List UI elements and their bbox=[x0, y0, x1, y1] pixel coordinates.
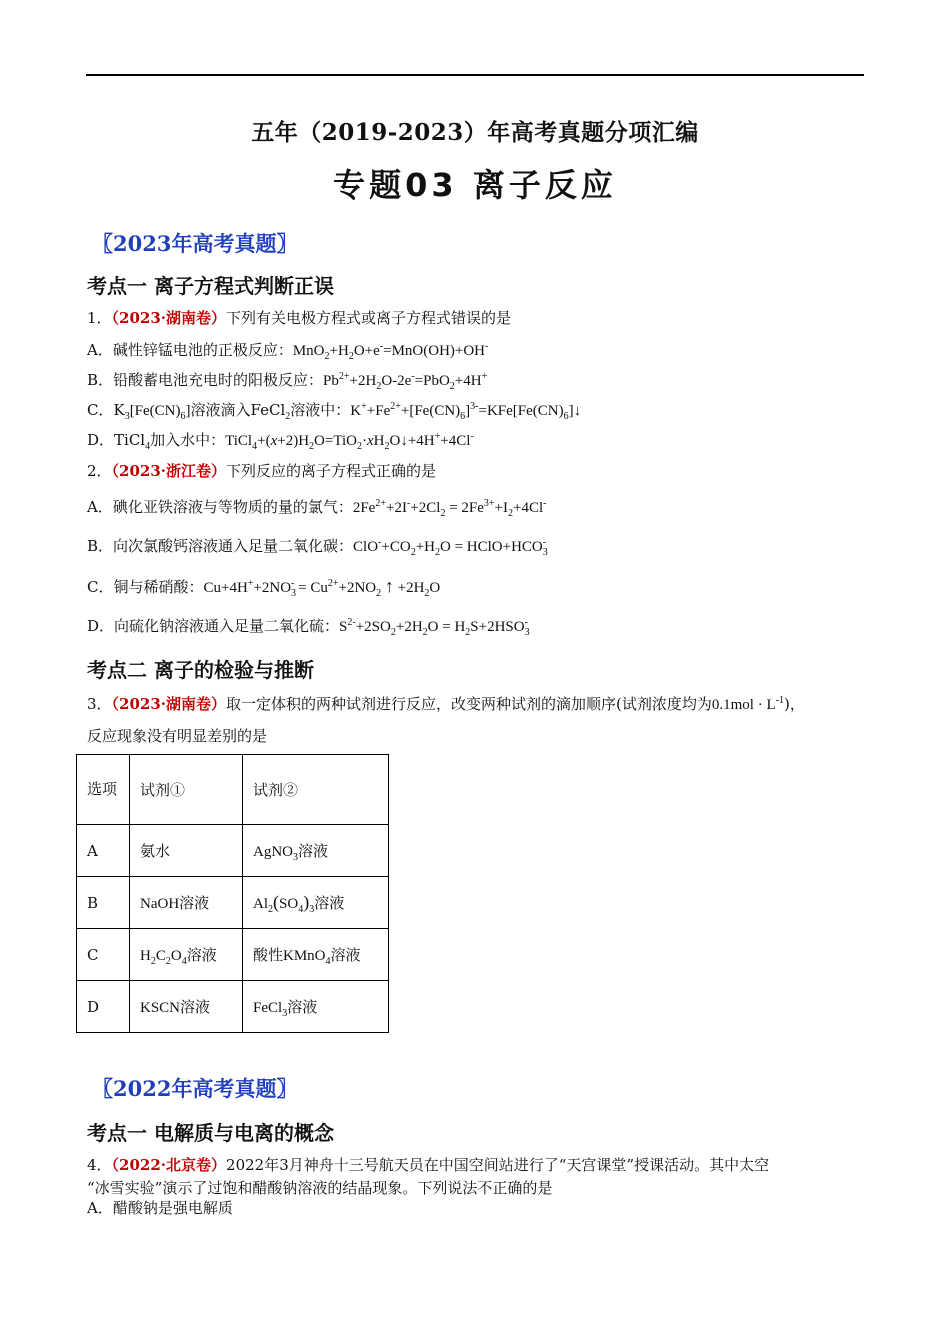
question-stem: 下列有关电极方程式或离子方程式错误的是 bbox=[226, 309, 512, 327]
option-1d: D．TiCl$_4$加入水中：$TiCl_4+(x+2)H_2O=TiO_2\cdot xH_2O↓+4H^++4Cl^-$ bbox=[87, 431, 474, 452]
table-header-option: 选项 bbox=[77, 755, 130, 825]
option-2d: D．向硫化钠溶液通入足量二氧化硫：$S^{2-}+2SO_2+2H_2O = H_2S+2HSO_3^-$ bbox=[87, 617, 530, 638]
question-3: 3．（2023·湖南卷）取一定体积的两种试剂进行反应，改变两种试剂的滴加顺序(试剂浓度均为$0.1mol \cdot L^{-1}$)， bbox=[87, 695, 805, 713]
top-rule bbox=[86, 74, 864, 76]
option-2c: C．铜与稀硝酸：$Cu+4H^++2NO_3^- = Cu^{2+}+2NO_2$ ↑ $+2H_2O$ bbox=[87, 576, 441, 599]
question-1 bbox=[87, 308, 511, 328]
table-header-reagent1: 试剂① bbox=[130, 755, 243, 825]
question-number: 1． bbox=[87, 309, 112, 327]
document-subtitle: 专题03 离子反应 bbox=[333, 166, 617, 204]
section-2022: 〖2022年高考真题〗 bbox=[92, 1076, 298, 1101]
option-1c: C．$K_3[Fe(CN)_6]$溶液滴入FeCl$_2$溶液中：$K^++Fe^{2+}+[Fe(CN)_6]^{3-}=KFe[Fe(CN)_6]↓$ bbox=[87, 401, 582, 422]
table-row: C $H_2C_2O_4$溶液 酸性KMnO$_4$溶液 bbox=[77, 929, 389, 981]
option-2a: A．碘化亚铁溶液与等物质的量的氯气：$2Fe^{2+}+2I^-+2Cl_2 = 2Fe^{3+}+I_2+4Cl^-$ bbox=[87, 498, 547, 519]
kaodian-heading: 考点一 离子方程式判断正误 bbox=[87, 274, 334, 298]
option-2b: B．向次氯酸钙溶液通入足量二氧化碳：$ClO^-+CO_2+H_2O$ = $HClO+HCO_3^-$ bbox=[87, 537, 548, 558]
table-row: D KSCN溶液 FeCl$_3$溶液 bbox=[77, 981, 389, 1033]
question-2: 2．（2023·浙江卷）下列反应的离子方程式正确的是 bbox=[87, 462, 437, 480]
option-1b: B．铅酸蓄电池充电时的阳极反应：$Pb^{2+}+2H_2O-2e^-=PbO_2+4H^+$ bbox=[87, 371, 488, 392]
kaodian-heading-2: 考点二 离子的检验与推断 bbox=[87, 658, 314, 682]
question-4: 4．（2022·北京卷）2022年3月神舟十三号航天员在中国空间站进行了“天宫课堂”授课活动。其中太空 bbox=[87, 1156, 770, 1174]
option-4a: A．醋酸钠是强电解质 bbox=[87, 1199, 233, 1217]
kaodian-heading-3: 考点一 电解质与电离的概念 bbox=[87, 1121, 334, 1145]
table-row: A 氨水 AgNO$_3$溶液 bbox=[77, 825, 389, 877]
question-3-cont: 反应现象没有明显差别的是 bbox=[87, 727, 268, 745]
table-row: B NaOH溶液 $Al_2(SO_4)_3$溶液 bbox=[77, 877, 389, 929]
question-4-cont: “冰雪实验”演示了过饱和醋酸钠溶液的结晶现象。下列说法不正确的是 bbox=[87, 1179, 553, 1197]
question-source: （2023·湖南卷） bbox=[111, 309, 227, 327]
option-1a: A．碱性锌锰电池的正极反应：$MnO_2+H_2O+e^-=MnO(OH)+OH^-$ bbox=[87, 341, 489, 362]
options-table bbox=[76, 754, 389, 1033]
table-header-reagent2: 试剂② bbox=[243, 755, 389, 825]
document-title: 五年（2019-2023）年高考真题分项汇编 bbox=[251, 119, 699, 146]
section-2023: 〖2023年高考真题〗 bbox=[92, 231, 298, 256]
